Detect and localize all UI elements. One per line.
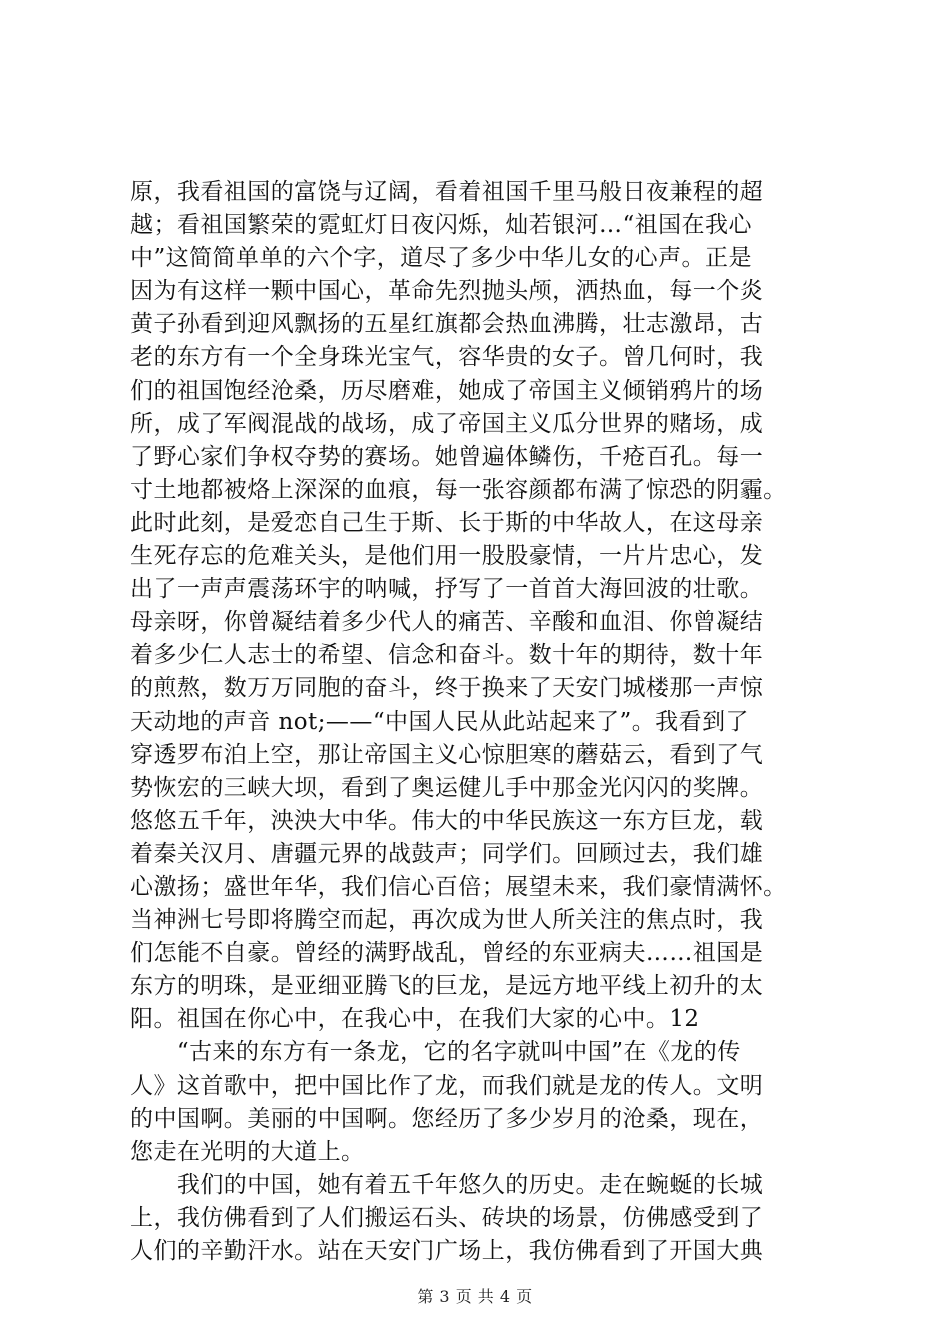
text-line: 们怎能不自豪。曾经的满野战乱，曾经的东亚病夫……祖国是	[130, 940, 764, 967]
text-line: 老的东方有一个全身珠光宝气，容华贵的女子。曾几何时，我	[130, 344, 764, 371]
text-line: 此时此刻，是爱恋自己生于斯、长于斯的中华故人，在这母亲	[130, 509, 764, 536]
text-line: 寸土地都被烙上深深的血痕，每一张容颜都布满了惊恐的阴霾。	[130, 476, 787, 503]
text-line: 势恢宏的三峡大坝，看到了奥运健儿手中那金光闪闪的奖牌。	[130, 774, 764, 801]
text-line: 中”这简简单单的六个字，道尽了多少中华儿女的心声。正是	[130, 245, 752, 272]
text-line: 黄子孙看到迎风飘扬的五星红旗都会热血沸腾，壮志激昂，古	[130, 311, 764, 338]
page-number-footer: 第 3 页 共 4 页	[417, 1287, 533, 1306]
text-line: 阳。祖国在你心中，在我心中，在我们大家的心中。12	[130, 1006, 700, 1033]
text-line: 上，我仿佛看到了人们搬运石头、砖块的场景，仿佛感受到了	[130, 1204, 764, 1231]
text-line: 所，成了军阀混战的战场，成了帝国主义瓜分世界的赌场，成	[130, 410, 764, 437]
text-line: 当神洲七号即将腾空而起，再次成为世人所关注的焦点时，我	[130, 907, 764, 934]
text-line: 了野心家们争权夺势的赛场。她曾遍体鳞伤，千疮百孔。每一	[130, 443, 764, 470]
text-line: “古来的东方有一条龙，它的名字就叫中国”在《龙的传	[130, 1039, 741, 1066]
text-line: 着多少仁人志士的希望、信念和奋斗。数十年的期待，数十年	[130, 642, 764, 669]
text-line: 着秦关汉月、唐疆元界的战鼓声；同学们。回顾过去，我们雄	[130, 840, 764, 867]
text-line: 东方的明珠，是亚细亚腾飞的巨龙，是远方地平线上初升的太	[130, 973, 764, 1000]
text-line: 母亲呀，你曾凝结着多少代人的痛苦、辛酸和血泪、你曾凝结	[130, 609, 764, 636]
text-line: 人们的辛勤汗水。站在天安门广场上，我仿佛看到了开国大典	[130, 1238, 764, 1264]
text-line: 的煎熬，数万万同胞的奋斗，终于换来了天安门城楼那一声惊	[130, 675, 764, 702]
text-line: 的中国啊。美丽的中国啊。您经历了多少岁月的沧桑，现在，	[130, 1105, 764, 1132]
text-line: 心激扬；盛世年华，我们信心百倍；展望未来，我们豪情满怀。	[130, 873, 787, 900]
text-line: 天动地的声音 not;——“中国人民从此站起来了”。我看到了	[130, 708, 749, 735]
text-line: 悠悠五千年，泱泱大中华。伟大的中华民族这一东方巨龙，载	[130, 807, 764, 834]
text-line: 越；看祖国繁荣的霓虹灯日夜闪烁，灿若银河…“祖国在我心	[130, 212, 752, 239]
text-line: 人》这首歌中，把中国比作了龙，而我们就是龙的传人。文明	[130, 1072, 764, 1099]
body-text	[130, 176, 850, 1268]
text-line: 们的祖国饱经沧桑，历尽磨难，她成了帝国主义倾销鸦片的场	[130, 377, 764, 404]
text-line: 原，我看祖国的富饶与辽阔，看着祖国千里马般日夜兼程的超	[130, 179, 764, 205]
text-line: 因为有这样一颗中国心，革命先烈抛头颅，洒热血，每一个炎	[130, 278, 764, 305]
text-line: 出了一声声震荡环宇的呐喊，抒写了一首首大海回波的壮歌。	[130, 576, 764, 603]
text-line: 穿透罗布泊上空，那让帝国主义心惊胆寒的蘑菇云，看到了气	[130, 741, 764, 768]
text-line: 我们的中国，她有着五千年悠久的历史。走在蜿蜒的长城	[130, 1171, 764, 1198]
text-line: 生死存忘的危难关头，是他们用一股股豪情，一片片忠心，发	[130, 543, 764, 570]
text-line: 您走在光明的大道上。	[130, 1138, 365, 1165]
